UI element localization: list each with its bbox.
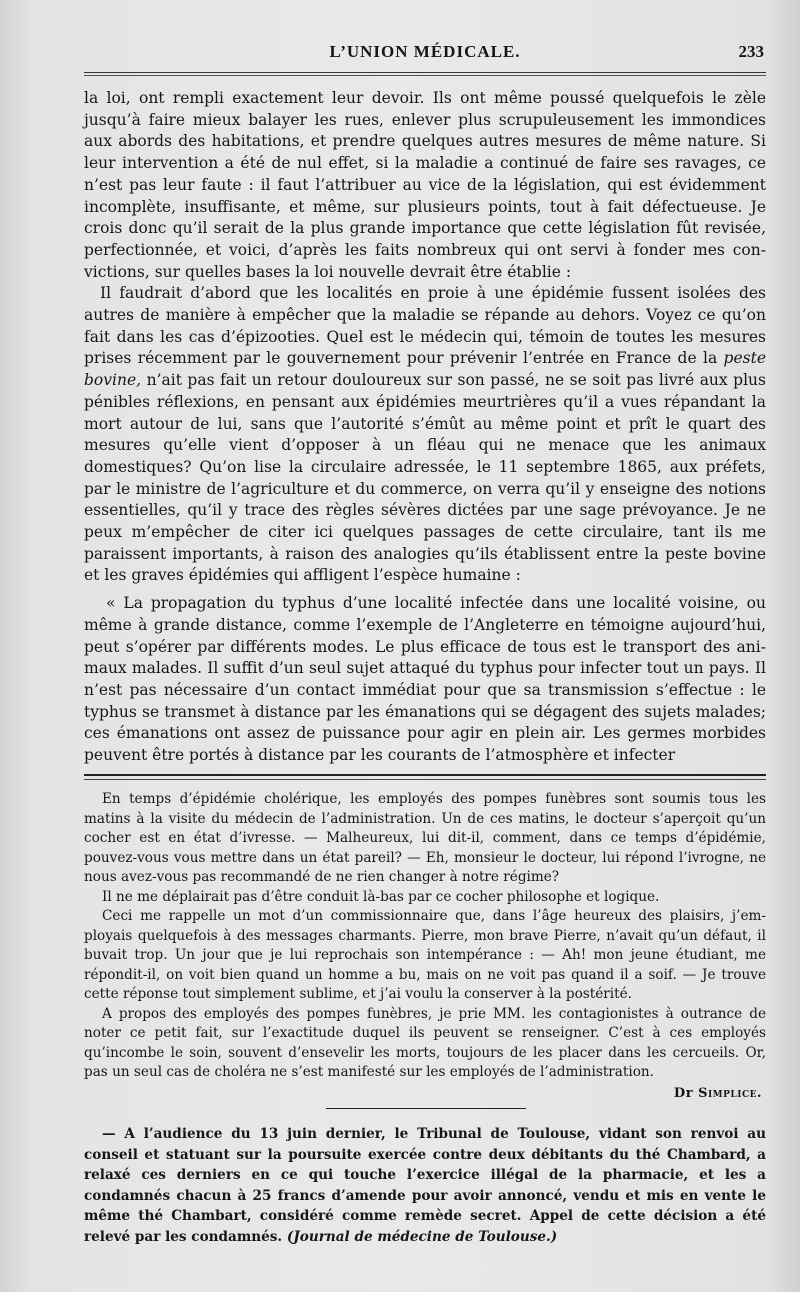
footnote-separator-rule [84, 774, 766, 780]
signature-title: Dr [673, 1085, 694, 1101]
note-paragraph: Il ne me déplairait pas d’être conduit là-bas par ce cocher philosophe et logique. [102, 888, 660, 905]
page-number: 233 [738, 42, 764, 61]
news-paragraph [84, 1124, 766, 1247]
paragraph-text: Il faudrait d’abord que les localités en proie à une épidémie fussent isolées des autres de manière à empêcher que la maladie se répande au dehors. Voyez ce qu’on fait dans les cas d’épizooties. Quel est le médecin qui, témoin de toutes les mesures prises récemment par le gouvernement pour prévenir l’entrée en France de la [84, 284, 766, 368]
quoted-circular: « La propagation du typhus d’une localité infectée dans une localité voisine, ou même à grande distance, comme l’exemple de l’Angleterre en témoigne aujourd’hui, peut s’opérer par différents modes. Le plus efficace de tous est le transport des animaux malades. Il suffit d’un seul sujet attaqué du typhus pour infecter tout un pays. Il n’est pas nécessaire d’un contact immédiat pour que sa transmission s’effectue : le typhus se transmet à distance par les émanations qui se dégagent des sujets malades; ces émanations ont assez de puissance pour agir en plein air. Les germes morbides peuvent être portés à distance par les courants de l’atmosphère et infecter [84, 594, 766, 765]
paragraph: la loi, ont rempli exactement leur devoir. Ils ont même poussé quelquefois le zèle jusqu’à faire mieux balayer les rues, enlever plus scrupuleusement les immondices aux abords des habitations, et prendre quelques autres mesures de même nature. Si leur intervention a été de nul effet, si la maladie a continué de faire ses ravages, ce n’est pas leur faute : il faut l’attribuer au vice de la législation, qui est évidemment incomplète, insuffisante, et même, sur plusieurs points, tout à fait défectueuse. Je crois donc qu’il serait de la plus grande importance que cette législation fût revisée, perfectionnée, et voici, d’après les faits nombreux qui ont servi à fonder mes convictions, sur quelles bases la loi nouvelle devrait être établie : [84, 89, 766, 281]
note-paragraph: En temps d’épidémie cholérique, les employés des pompes funèbres sont soumis tous les matins à la visite du médecin de l’administration. Un de ces matins, le docteur s’aperçoit qu’un cocher est en état d’ivresse. — Malheureux, lui dit-il, comment, dans ce temps d’épidémie, pouvez-vous vous mettre dans un état pareil? — Eh, monsieur le docteur, lui répond l’ivrogne, ne nous avez-vous pas recommandé de ne rien changer à notre régime? [84, 791, 766, 885]
news-source: (Journal de médecine de Toulouse.) [286, 1228, 558, 1245]
news-text: — A l’audience du 13 juin dernier, le Tribunal de Toulouse, vidant son renvoi au conseil et statuant sur la poursuite exercée contre deux débitants du thé Chambard, a relaxé ces derniers en ce qui touche l’exercice illégal de la pharmacie, et les a condamnés chacun à 25 francs d’amende pour avoir annoncé, vendu et mis en vente le même thé Chambart, considéré comme remède secret. Appel de cette décision a été relevé par les condamnés. [84, 1126, 766, 1245]
page-header [84, 38, 766, 68]
feuilleton-note [84, 790, 766, 1103]
main-article-text [84, 88, 766, 767]
running-title: L’UNION MÉDICALE. [329, 42, 521, 61]
paragraph [84, 283, 766, 587]
news-item [84, 1124, 766, 1247]
header-rule [84, 72, 766, 76]
signature-name: Simplice. [698, 1085, 762, 1101]
signature [84, 1084, 766, 1104]
section-divider-rule [326, 1108, 526, 1109]
paragraph-text: n’ait pas fait un retour douloureux sur son passé, ne se soit pas livré aux plus pénibles réflexions, en pensant aux épidémies meurtrières qu’il a vues répandant la mort autour de lui, sans que l’autorité s’émût au même point et prît le quart des mesures qu’elle vient d’opposer à un fléau qui ne menace que les animaux domestiques? Qu’on lise la circulaire adressée, le 11 septembre 1865, aux préfets, par le ministre de l’agriculture et du commerce, on verra qu’il y enseigne des notions essentielles, qu’il y trace des règles sévères dictées par une sage prévoyance. Je ne peux m’empêcher de citer ici quelques passages de cette circulaire, tant ils me paraissent importants, à raison des analogies qu’ils établissent entre la peste bovine et les graves épidémies qui affligent l’espèce humaine : [84, 371, 766, 585]
italic-term: peste bovine, [84, 349, 766, 390]
note-paragraph: A propos des employés des pompes funèbres, je prie MM. les contagionistes à outrance de noter ce petit fait, sur l’exactitude duquel ils peuvent se renseigner. C’est à ces employés qu’incombe le soin, souvent d’ensevelir les morts, toujours de les placer dans les cercueils. Or, pas un seul cas de choléra ne s’est manifesté sur les employés de l’administration. [84, 1005, 766, 1080]
note-paragraph: Ceci me rappelle un mot d’un commissionnaire que, dans l’âge heureux des plaisirs, j’employais quelquefois à des messages charmants. Pierre, mon brave Pierre, n’avait qu’un défaut, il buvait trop. Un jour que je lui reprochais son intempérance : — Ah! mon jeune étudiant, me répondit-il, on voit bien quand un homme a bu, mais on ne voit pas quand il a soif. — Je trouve cette réponse tout simplement sublime, et j’ai voulu la conserver à la postérité. [84, 908, 766, 1002]
